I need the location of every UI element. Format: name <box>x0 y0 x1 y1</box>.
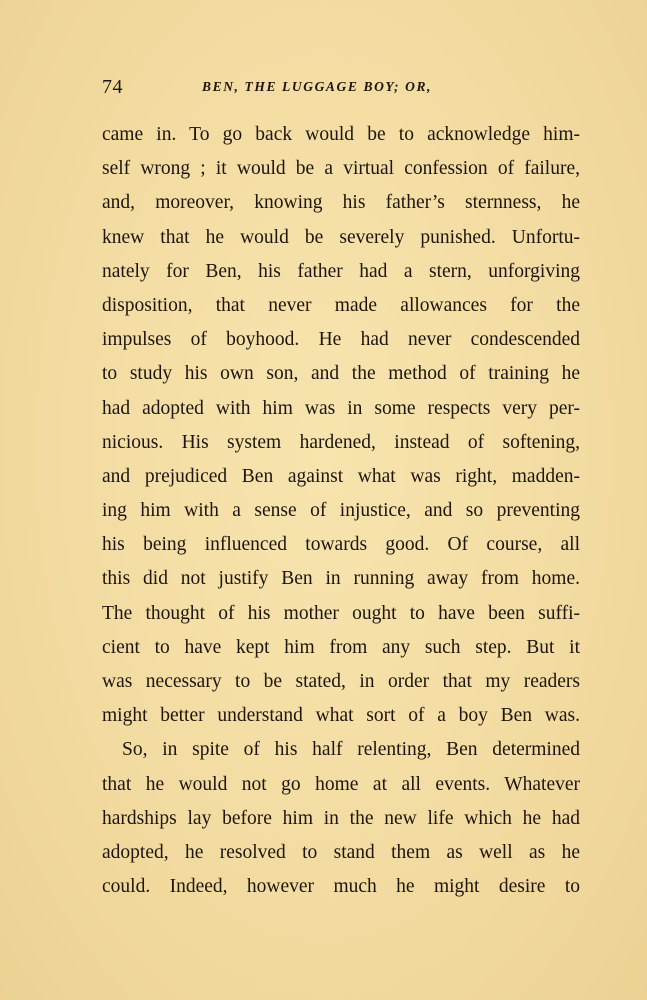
text-line-22: adopted, he resolved to stand them as well as he <box>102 841 580 863</box>
text-line-23: could. Indeed, however much he might desire to <box>102 876 580 898</box>
running-title: BEN, THE LUGGAGE BOY; OR, <box>202 79 433 94</box>
text-line-3: and, moreover, knowing his father’s sternness, he <box>102 192 580 214</box>
page-number: 74 <box>102 76 123 98</box>
text-line-16: cient to have kept him from any such step. But it <box>102 636 580 658</box>
text-line-5: nately for Ben, his father had a stern, unforgiving <box>102 260 580 282</box>
body-text <box>102 118 580 904</box>
text-line-8: to study his own son, and the method of training he <box>102 363 580 385</box>
text-line-13: his being influenced towards good. Of course, all <box>102 534 580 556</box>
text-line-11: and prejudiced Ben against what was right, madden- <box>102 465 580 487</box>
page-header <box>102 74 480 100</box>
text-line-1: came in. To go back would be to acknowledge him- <box>102 124 580 145</box>
text-line-2: self wrong ; it would be a virtual confession of failure, <box>102 158 580 180</box>
text-line-15: The thought of his mother ought to have been suffi- <box>102 602 580 624</box>
text-line-10: nicious. His system hardened, instead of softening, <box>102 431 580 453</box>
text-line-17: was necessary to be stated, in order that my readers <box>102 671 580 692</box>
text-line-21: hardships lay before him in the new life which he had <box>102 807 580 829</box>
text-line-4: knew that he would be severely punished. Unfortu- <box>102 226 580 248</box>
text-line-9: had adopted with him was in some respects very per- <box>102 397 580 419</box>
text-line-12: ing him with a sense of injustice, and so preventing <box>102 500 580 522</box>
text-line-6: disposition, that never made allowances for the <box>102 294 580 316</box>
text-line-14: this did not justify Ben in running away from home. <box>102 568 580 590</box>
text-line-19: So, in spite of his half relenting, Ben determined <box>122 739 580 761</box>
text-line-20: that he would not go home at all events. Whatever <box>102 773 580 795</box>
text-line-18: might better understand what sort of a boy Ben was. <box>102 705 580 727</box>
text-line-7: impulses of boyhood. He had never condescended <box>102 329 580 351</box>
